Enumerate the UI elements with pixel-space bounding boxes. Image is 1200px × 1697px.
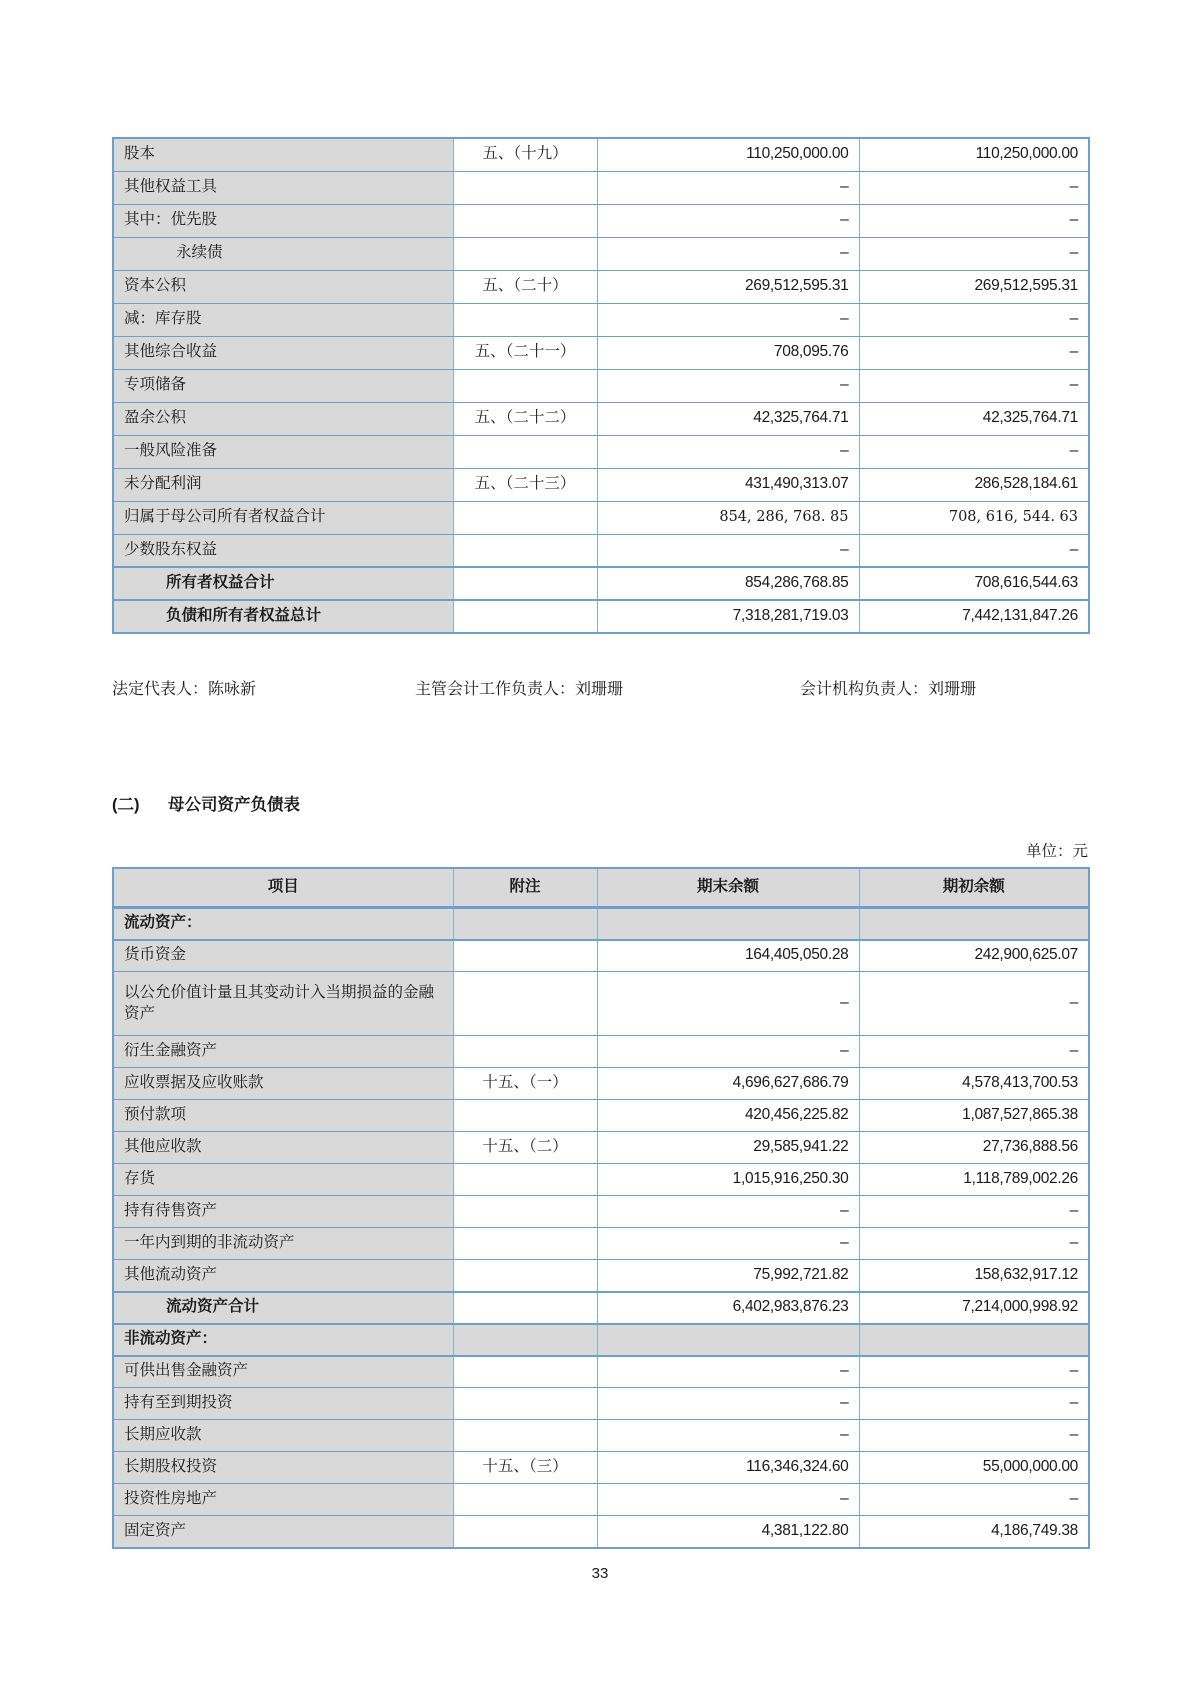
row-beginning-balance: 110,250,000.00 — [859, 138, 1089, 171]
table-row — [113, 1036, 1089, 1068]
row-note-ref — [453, 940, 597, 972]
row-beginning-balance: – — [859, 1388, 1089, 1420]
row-beginning-balance: – — [859, 1420, 1089, 1452]
row-ending-balance: 420,456,225.82 — [597, 1100, 859, 1132]
row-item-label: 负债和所有者权益总计 — [113, 600, 453, 633]
table-row — [113, 1100, 1089, 1132]
row-note-ref: 五、（二十一） — [453, 336, 597, 369]
column-header-ending-balance: 期末余额 — [597, 868, 859, 908]
table-row — [113, 468, 1089, 501]
row-item-label: 长期股权投资 — [113, 1452, 453, 1484]
row-ending-balance: – — [597, 972, 859, 1036]
row-note-ref: 五、（二十） — [453, 270, 597, 303]
section-heading — [112, 791, 1088, 815]
row-ending-balance: 854,286,768.85 — [597, 567, 859, 600]
row-item-label: 专项储备 — [113, 369, 453, 402]
row-ending-balance: – — [597, 303, 859, 336]
row-item-label: 盈余公积 — [113, 402, 453, 435]
row-ending-balance: 1,015,916,250.30 — [597, 1164, 859, 1196]
table-row — [113, 1356, 1089, 1388]
row-ending-balance: 854, 286, 768. 85 — [597, 501, 859, 534]
row-note-ref — [453, 1036, 597, 1068]
row-note-ref — [453, 369, 597, 402]
table-row — [113, 303, 1089, 336]
row-ending-balance: – — [597, 1420, 859, 1452]
row-item-label: 其他流动资产 — [113, 1260, 453, 1292]
row-ending-balance: – — [597, 435, 859, 468]
row-note-ref — [453, 534, 597, 567]
row-note-ref — [453, 1292, 597, 1324]
table-row — [113, 1484, 1089, 1516]
row-item-label: 归属于母公司所有者权益合计 — [113, 501, 453, 534]
section-number: (二) — [112, 796, 140, 814]
table-row — [113, 1452, 1089, 1484]
row-ending-balance: 6,402,983,876.23 — [597, 1292, 859, 1324]
row-note-ref — [453, 600, 597, 633]
table-row — [113, 171, 1089, 204]
table-row — [113, 1228, 1089, 1260]
row-item-label: 货币资金 — [113, 940, 453, 972]
row-beginning-balance — [859, 1324, 1089, 1356]
table-row — [113, 501, 1089, 534]
row-note-ref — [453, 1388, 597, 1420]
row-beginning-balance: 27,736,888.56 — [859, 1132, 1089, 1164]
row-item-label: 一年内到期的非流动资产 — [113, 1228, 453, 1260]
row-ending-balance: – — [597, 1484, 859, 1516]
row-ending-balance: 7,318,281,719.03 — [597, 600, 859, 633]
table-row — [113, 204, 1089, 237]
table-row — [113, 1164, 1089, 1196]
row-ending-balance: – — [597, 237, 859, 270]
row-item-label: 以公允价值计量且其变动计入当期损益的金融资产 — [113, 972, 453, 1036]
row-note-ref — [453, 567, 597, 600]
row-item-label: 固定资产 — [113, 1516, 453, 1548]
row-note-ref — [453, 435, 597, 468]
row-note-ref: 十五、（一） — [453, 1068, 597, 1100]
row-beginning-balance: – — [859, 369, 1089, 402]
row-beginning-balance: 4,186,749.38 — [859, 1516, 1089, 1548]
row-beginning-balance: – — [859, 1356, 1089, 1388]
row-ending-balance — [597, 1324, 859, 1356]
row-item-label: 存货 — [113, 1164, 453, 1196]
table-row — [113, 402, 1089, 435]
row-ending-balance: – — [597, 204, 859, 237]
column-header-beginning-balance: 期初余额 — [859, 868, 1089, 908]
table-row — [113, 908, 1089, 940]
row-item-label: 长期应收款 — [113, 1420, 453, 1452]
table-row — [113, 336, 1089, 369]
table-row — [113, 567, 1089, 600]
row-beginning-balance: 269,512,595.31 — [859, 270, 1089, 303]
table-row — [113, 1260, 1089, 1292]
row-item-label: 其中：优先股 — [113, 204, 453, 237]
row-note-ref — [453, 501, 597, 534]
row-note-ref — [453, 303, 597, 336]
table-row — [113, 435, 1089, 468]
row-note-ref — [453, 1356, 597, 1388]
table-row — [113, 369, 1089, 402]
row-beginning-balance: 55,000,000.00 — [859, 1452, 1089, 1484]
page-number: 33 — [591, 1564, 609, 1582]
row-ending-balance: 4,381,122.80 — [597, 1516, 859, 1548]
row-item-label: 减：库存股 — [113, 303, 453, 336]
row-ending-balance: – — [597, 1036, 859, 1068]
row-note-ref — [453, 1484, 597, 1516]
row-item-label: 应收票据及应收账款 — [113, 1068, 453, 1100]
row-item-label: 未分配利润 — [113, 468, 453, 501]
table-row — [113, 972, 1089, 1036]
table-row — [113, 534, 1089, 567]
chief-accounting-officer: 主管会计工作负责人：刘珊珊 — [415, 681, 624, 698]
row-beginning-balance: – — [859, 237, 1089, 270]
row-note-ref — [453, 1228, 597, 1260]
row-beginning-balance: – — [859, 336, 1089, 369]
unit-label: 单位：元 — [1025, 843, 1088, 860]
row-item-label: 其他综合收益 — [113, 336, 453, 369]
row-beginning-balance: – — [859, 1036, 1089, 1068]
row-beginning-balance: – — [859, 1484, 1089, 1516]
row-beginning-balance: 7,442,131,847.26 — [859, 600, 1089, 633]
column-header-note: 附注 — [453, 868, 597, 908]
row-beginning-balance: 242,900,625.07 — [859, 940, 1089, 972]
table-row — [113, 1292, 1089, 1324]
row-ending-balance: 431,490,313.07 — [597, 468, 859, 501]
table-row — [113, 270, 1089, 303]
row-ending-balance: 42,325,764.71 — [597, 402, 859, 435]
legal-representative: 法定代表人：陈咏新 — [112, 681, 257, 698]
row-beginning-balance: 708, 616, 544. 63 — [859, 501, 1089, 534]
row-note-ref: 十五、（三） — [453, 1452, 597, 1484]
table-row — [113, 237, 1089, 270]
row-beginning-balance: – — [859, 972, 1089, 1036]
row-note-ref — [453, 204, 597, 237]
table-row — [113, 138, 1089, 171]
row-item-label: 资本公积 — [113, 270, 453, 303]
section-title: 母公司资产负债表 — [168, 796, 300, 814]
row-ending-balance: – — [597, 534, 859, 567]
row-ending-balance: 164,405,050.28 — [597, 940, 859, 972]
row-item-label: 其他权益工具 — [113, 171, 453, 204]
row-ending-balance: – — [597, 369, 859, 402]
row-item-label: 少数股东权益 — [113, 534, 453, 567]
row-item-label: 股本 — [113, 138, 453, 171]
row-beginning-balance: 42,325,764.71 — [859, 402, 1089, 435]
row-note-ref — [453, 1260, 597, 1292]
row-beginning-balance: 4,578,413,700.53 — [859, 1068, 1089, 1100]
accounting-department-head: 会计机构负责人：刘珊珊 — [800, 681, 977, 698]
equity-table — [112, 137, 1090, 634]
row-note-ref — [453, 1100, 597, 1132]
row-note-ref — [453, 1420, 597, 1452]
row-item-label: 持有待售资产 — [113, 1196, 453, 1228]
equity-table-body — [113, 138, 1089, 633]
row-item-label: 衍生金融资产 — [113, 1036, 453, 1068]
row-beginning-balance: 286,528,184.61 — [859, 468, 1089, 501]
row-note-ref: 五、（十九） — [453, 138, 597, 171]
row-ending-balance: 75,992,721.82 — [597, 1260, 859, 1292]
row-item-label: 一般风险准备 — [113, 435, 453, 468]
row-ending-balance: 116,346,324.60 — [597, 1452, 859, 1484]
row-ending-balance: 29,585,941.22 — [597, 1132, 859, 1164]
row-item-label: 预付款项 — [113, 1100, 453, 1132]
row-beginning-balance: 1,087,527,865.38 — [859, 1100, 1089, 1132]
row-ending-balance: – — [597, 1388, 859, 1420]
table-row — [113, 1068, 1089, 1100]
parent-balance-sheet-table — [112, 867, 1090, 1549]
row-beginning-balance: 708,616,544.63 — [859, 567, 1089, 600]
row-note-ref — [453, 171, 597, 204]
row-beginning-balance: – — [859, 204, 1089, 237]
table-row — [113, 1516, 1089, 1548]
signature-line — [112, 676, 1088, 699]
row-note-ref — [453, 1164, 597, 1196]
row-beginning-balance — [859, 908, 1089, 940]
row-note-ref — [453, 1324, 597, 1356]
column-header-item: 项目 — [113, 868, 453, 908]
table-row — [113, 1324, 1089, 1356]
row-item-label: 投资性房地产 — [113, 1484, 453, 1516]
row-note-ref: 五、（二十三） — [453, 468, 597, 501]
row-beginning-balance: 7,214,000,998.92 — [859, 1292, 1089, 1324]
row-ending-balance: 110,250,000.00 — [597, 138, 859, 171]
row-ending-balance — [597, 908, 859, 940]
row-beginning-balance: – — [859, 303, 1089, 336]
top-margin — [112, 0, 1088, 137]
row-ending-balance: – — [597, 1356, 859, 1388]
row-item-label: 永续债 — [113, 237, 453, 270]
row-item-label: 所有者权益合计 — [113, 567, 453, 600]
parent-balance-sheet-body — [113, 908, 1089, 1548]
table-row — [113, 1388, 1089, 1420]
row-note-ref — [453, 1516, 597, 1548]
table-row — [113, 1196, 1089, 1228]
row-ending-balance: – — [597, 1228, 859, 1260]
row-item-label: 持有至到期投资 — [113, 1388, 453, 1420]
row-ending-balance: 708,095.76 — [597, 336, 859, 369]
row-item-label: 流动资产合计 — [113, 1292, 453, 1324]
row-ending-balance: 269,512,595.31 — [597, 270, 859, 303]
row-note-ref — [453, 972, 597, 1036]
table-row — [113, 1132, 1089, 1164]
row-item-label: 可供出售金融资产 — [113, 1356, 453, 1388]
row-note-ref: 十五、（二） — [453, 1132, 597, 1164]
row-beginning-balance: – — [859, 534, 1089, 567]
row-ending-balance: – — [597, 171, 859, 204]
table-row — [113, 940, 1089, 972]
row-item-label: 非流动资产： — [113, 1324, 453, 1356]
row-note-ref — [453, 908, 597, 940]
row-note-ref — [453, 237, 597, 270]
row-ending-balance: 4,696,627,686.79 — [597, 1068, 859, 1100]
document-page — [112, 0, 1088, 1582]
row-beginning-balance: 1,118,789,002.26 — [859, 1164, 1089, 1196]
table-row — [113, 600, 1089, 633]
table-header-row — [113, 868, 1089, 908]
row-item-label: 其他应收款 — [113, 1132, 453, 1164]
row-ending-balance: – — [597, 1196, 859, 1228]
row-beginning-balance: – — [859, 1196, 1089, 1228]
row-item-label: 流动资产： — [113, 908, 453, 940]
row-beginning-balance: – — [859, 435, 1089, 468]
row-note-ref — [453, 1196, 597, 1228]
table-row — [113, 1420, 1089, 1452]
row-beginning-balance: – — [859, 171, 1089, 204]
row-beginning-balance: 158,632,917.12 — [859, 1260, 1089, 1292]
row-beginning-balance: – — [859, 1228, 1089, 1260]
row-note-ref: 五、（二十二） — [453, 402, 597, 435]
